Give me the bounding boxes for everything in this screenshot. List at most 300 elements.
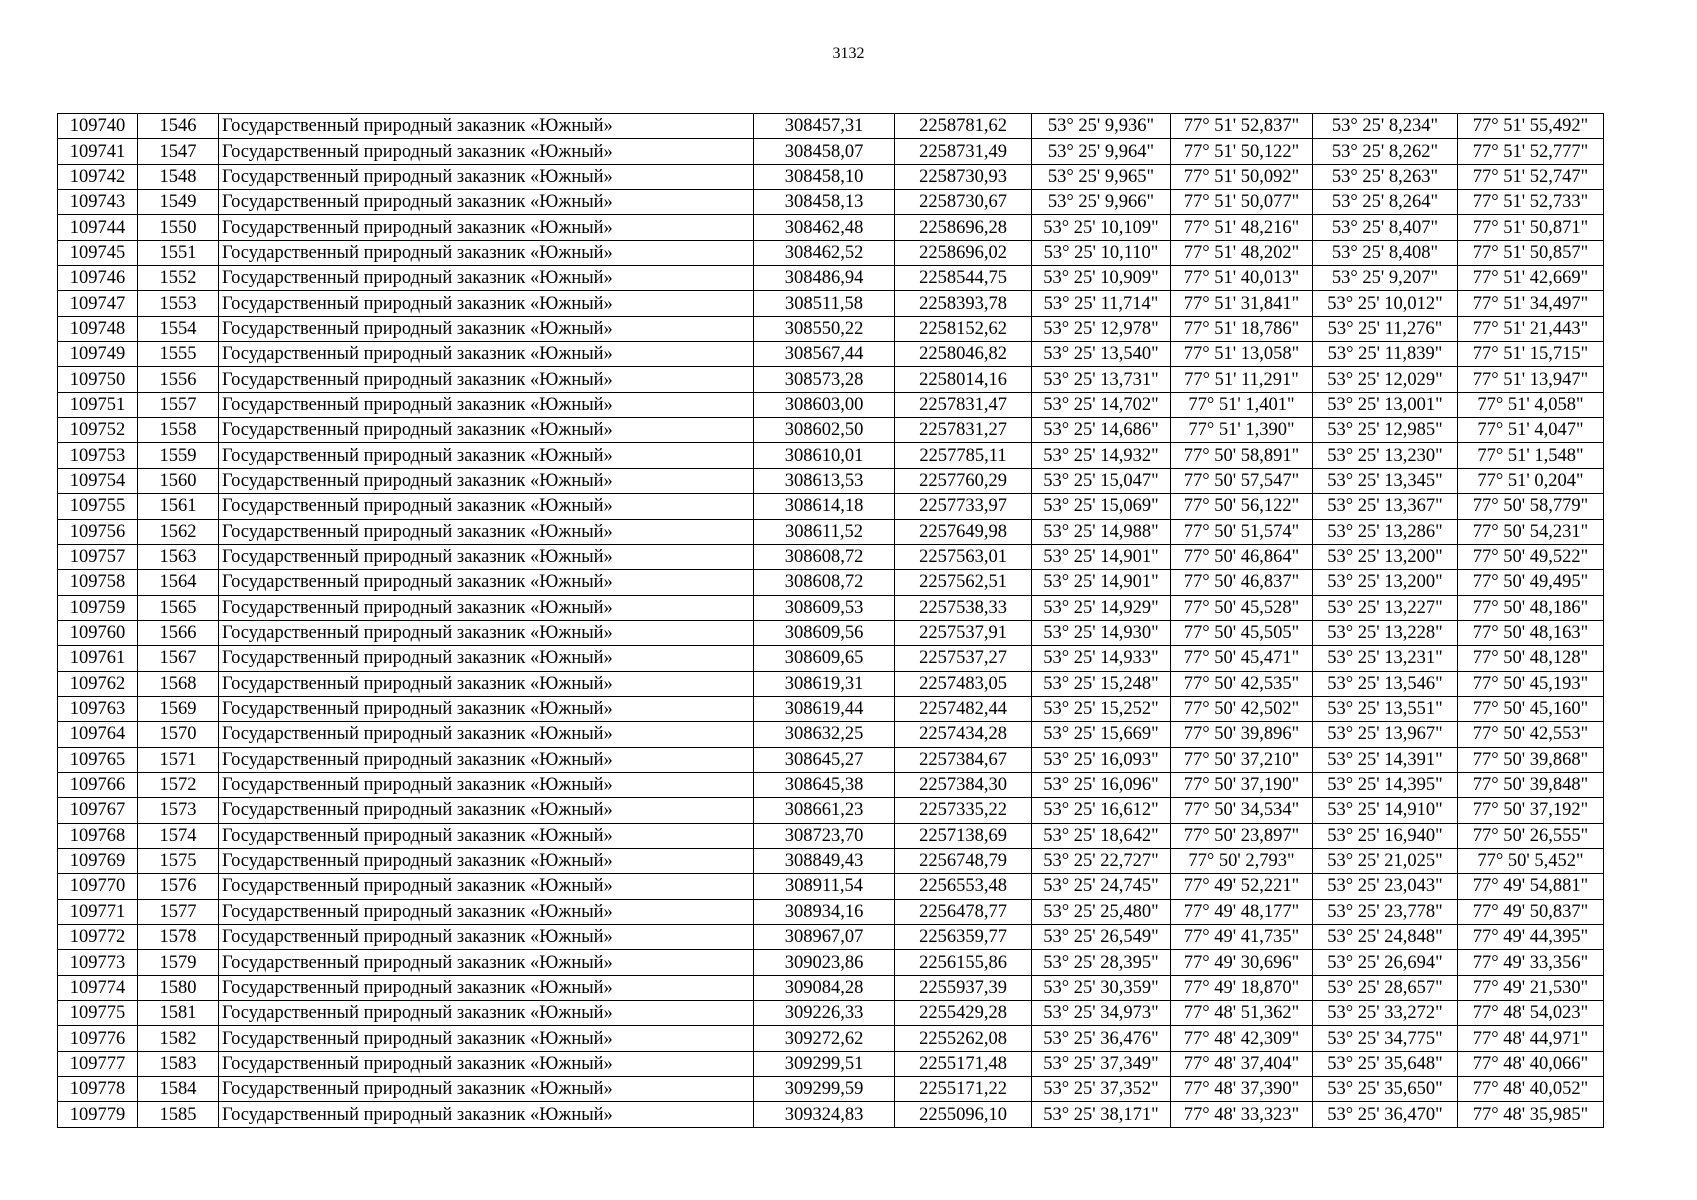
cell-lat1: 53° 25' 26,549" <box>1032 925 1171 950</box>
cell-lat1: 53° 25' 30,359" <box>1032 975 1171 1000</box>
cell-point: 1551 <box>138 240 219 265</box>
cell-x: 308911,54 <box>754 874 895 899</box>
cell-y: 2257733,97 <box>895 494 1032 519</box>
cell-name: Государственный природный заказник «Южный» <box>219 595 754 620</box>
cell-lon2: 77° 50' 45,160" <box>1458 696 1604 721</box>
cell-lat1: 53° 25' 15,252" <box>1032 696 1171 721</box>
cell-y: 2257138,69 <box>895 823 1032 848</box>
cell-lon1: 77° 51' 31,841" <box>1171 291 1313 316</box>
cell-id: 109773 <box>58 950 138 975</box>
cell-name: Государственный природный заказник «Южный» <box>219 316 754 341</box>
cell-lon2: 77° 50' 37,192" <box>1458 798 1604 823</box>
cell-point: 1546 <box>138 114 219 139</box>
cell-id: 109765 <box>58 747 138 772</box>
cell-lon2: 77° 50' 42,553" <box>1458 722 1604 747</box>
cell-point: 1557 <box>138 392 219 417</box>
cell-id: 109753 <box>58 443 138 468</box>
cell-lon1: 77° 50' 2,793" <box>1171 848 1313 873</box>
cell-y: 2258046,82 <box>895 342 1032 367</box>
cell-id: 109759 <box>58 595 138 620</box>
cell-lat1: 53° 25' 11,714" <box>1032 291 1171 316</box>
table-row <box>58 570 1604 595</box>
cell-lon1: 77° 50' 39,896" <box>1171 722 1313 747</box>
cell-y: 2258696,28 <box>895 215 1032 240</box>
cell-name: Государственный природный заказник «Южный» <box>219 164 754 189</box>
cell-lat2: 53° 25' 8,408" <box>1313 240 1458 265</box>
cell-name: Государственный природный заказник «Южный» <box>219 1026 754 1051</box>
cell-point: 1553 <box>138 291 219 316</box>
cell-name: Государственный природный заказник «Южный» <box>219 798 754 823</box>
cell-point: 1548 <box>138 164 219 189</box>
cell-point: 1554 <box>138 316 219 341</box>
cell-y: 2255171,22 <box>895 1077 1032 1102</box>
cell-lat1: 53° 25' 16,612" <box>1032 798 1171 823</box>
cell-lon1: 77° 50' 37,190" <box>1171 772 1313 797</box>
cell-x: 309324,83 <box>754 1102 895 1127</box>
cell-lat1: 53° 25' 38,171" <box>1032 1102 1171 1127</box>
cell-lon1: 77° 49' 52,221" <box>1171 874 1313 899</box>
cell-name: Государственный природный заказник «Южный» <box>219 646 754 671</box>
cell-lat1: 53° 25' 14,930" <box>1032 620 1171 645</box>
cell-lat2: 53° 25' 34,775" <box>1313 1026 1458 1051</box>
cell-x: 308609,53 <box>754 595 895 620</box>
cell-lon1: 77° 50' 42,535" <box>1171 671 1313 696</box>
cell-y: 2256748,79 <box>895 848 1032 873</box>
cell-lat1: 53° 25' 10,109" <box>1032 215 1171 240</box>
table-row <box>58 240 1604 265</box>
cell-point: 1562 <box>138 519 219 544</box>
cell-lat1: 53° 25' 16,096" <box>1032 772 1171 797</box>
cell-lon2: 77° 49' 54,881" <box>1458 874 1604 899</box>
cell-lon1: 77° 49' 30,696" <box>1171 950 1313 975</box>
cell-id: 109742 <box>58 164 138 189</box>
cell-point: 1576 <box>138 874 219 899</box>
cell-lat1: 53° 25' 16,093" <box>1032 747 1171 772</box>
table-row <box>58 342 1604 367</box>
cell-lon2: 77° 49' 44,395" <box>1458 925 1604 950</box>
cell-name: Государственный природный заказник «Южный» <box>219 190 754 215</box>
cell-id: 109755 <box>58 494 138 519</box>
cell-lon1: 77° 50' 58,891" <box>1171 443 1313 468</box>
cell-point: 1560 <box>138 468 219 493</box>
table-row <box>58 671 1604 696</box>
table-row <box>58 114 1604 139</box>
cell-point: 1582 <box>138 1026 219 1051</box>
cell-lon1: 77° 51' 50,092" <box>1171 164 1313 189</box>
cell-id: 109760 <box>58 620 138 645</box>
cell-lon2: 77° 48' 40,066" <box>1458 1051 1604 1076</box>
cell-lon2: 77° 50' 54,231" <box>1458 519 1604 544</box>
cell-point: 1585 <box>138 1102 219 1127</box>
cell-x: 308723,70 <box>754 823 895 848</box>
cell-point: 1561 <box>138 494 219 519</box>
cell-x: 308602,50 <box>754 418 895 443</box>
cell-id: 109749 <box>58 342 138 367</box>
cell-x: 309023,86 <box>754 950 895 975</box>
cell-name: Государственный природный заказник «Южный» <box>219 418 754 443</box>
cell-x: 308613,53 <box>754 468 895 493</box>
cell-name: Государственный природный заказник «Южный» <box>219 570 754 595</box>
table-row <box>58 1102 1604 1127</box>
table-row <box>58 190 1604 215</box>
cell-y: 2258393,78 <box>895 291 1032 316</box>
table-row <box>58 722 1604 747</box>
cell-lon1: 77° 50' 45,505" <box>1171 620 1313 645</box>
table-row <box>58 1051 1604 1076</box>
cell-point: 1580 <box>138 975 219 1000</box>
cell-point: 1565 <box>138 595 219 620</box>
cell-lat2: 53° 25' 10,012" <box>1313 291 1458 316</box>
cell-lat2: 53° 25' 13,228" <box>1313 620 1458 645</box>
cell-lat1: 53° 25' 13,540" <box>1032 342 1171 367</box>
cell-lon1: 77° 48' 51,362" <box>1171 1001 1313 1026</box>
cell-lat1: 53° 25' 36,476" <box>1032 1026 1171 1051</box>
table-row <box>58 266 1604 291</box>
cell-id: 109770 <box>58 874 138 899</box>
cell-x: 309084,28 <box>754 975 895 1000</box>
cell-id: 109775 <box>58 1001 138 1026</box>
cell-x: 309299,59 <box>754 1077 895 1102</box>
cell-y: 2257831,47 <box>895 392 1032 417</box>
cell-x: 308458,07 <box>754 139 895 164</box>
cell-name: Государственный природный заказник «Южный» <box>219 468 754 493</box>
cell-name: Государственный природный заказник «Южный» <box>219 114 754 139</box>
cell-lat2: 53° 25' 28,657" <box>1313 975 1458 1000</box>
cell-lat2: 53° 25' 36,470" <box>1313 1102 1458 1127</box>
cell-id: 109740 <box>58 114 138 139</box>
cell-y: 2258730,67 <box>895 190 1032 215</box>
cell-lat2: 53° 25' 35,648" <box>1313 1051 1458 1076</box>
cell-x: 308610,01 <box>754 443 895 468</box>
cell-lat2: 53° 25' 13,200" <box>1313 570 1458 595</box>
cell-lat2: 53° 25' 14,910" <box>1313 798 1458 823</box>
cell-y: 2257538,33 <box>895 595 1032 620</box>
cell-x: 308849,43 <box>754 848 895 873</box>
table-row <box>58 747 1604 772</box>
cell-lat2: 53° 25' 35,650" <box>1313 1077 1458 1102</box>
cell-lon1: 77° 51' 18,786" <box>1171 316 1313 341</box>
cell-y: 2255429,28 <box>895 1001 1032 1026</box>
cell-lat2: 53° 25' 23,043" <box>1313 874 1458 899</box>
cell-y: 2258544,75 <box>895 266 1032 291</box>
table-body <box>58 114 1604 1128</box>
cell-lat1: 53° 25' 15,069" <box>1032 494 1171 519</box>
cell-lat2: 53° 25' 13,551" <box>1313 696 1458 721</box>
table-row <box>58 316 1604 341</box>
cell-id: 109746 <box>58 266 138 291</box>
cell-name: Государственный природный заказник «Южный» <box>219 367 754 392</box>
cell-name: Государственный природный заказник «Южный» <box>219 342 754 367</box>
cell-x: 308486,94 <box>754 266 895 291</box>
table-row <box>58 899 1604 924</box>
cell-x: 308619,31 <box>754 671 895 696</box>
cell-id: 109743 <box>58 190 138 215</box>
cell-point: 1584 <box>138 1077 219 1102</box>
cell-lat2: 53° 25' 9,207" <box>1313 266 1458 291</box>
cell-lat1: 53° 25' 14,901" <box>1032 544 1171 569</box>
table-row <box>58 215 1604 240</box>
cell-id: 109745 <box>58 240 138 265</box>
cell-x: 308567,44 <box>754 342 895 367</box>
table-row <box>58 975 1604 1000</box>
cell-lon1: 77° 51' 48,216" <box>1171 215 1313 240</box>
cell-lat1: 53° 25' 13,731" <box>1032 367 1171 392</box>
cell-y: 2257384,30 <box>895 772 1032 797</box>
cell-lon1: 77° 50' 37,210" <box>1171 747 1313 772</box>
cell-lat1: 53° 25' 9,964" <box>1032 139 1171 164</box>
cell-id: 109777 <box>58 1051 138 1076</box>
cell-name: Государственный природный заказник «Южный» <box>219 747 754 772</box>
cell-lon2: 77° 51' 21,443" <box>1458 316 1604 341</box>
cell-x: 309226,33 <box>754 1001 895 1026</box>
cell-lat2: 53° 25' 24,848" <box>1313 925 1458 950</box>
cell-x: 308608,72 <box>754 544 895 569</box>
cell-y: 2258781,62 <box>895 114 1032 139</box>
cell-lat2: 53° 25' 13,230" <box>1313 443 1458 468</box>
cell-lat2: 53° 25' 13,200" <box>1313 544 1458 569</box>
cell-id: 109756 <box>58 519 138 544</box>
cell-lat1: 53° 25' 14,988" <box>1032 519 1171 544</box>
table-row <box>58 798 1604 823</box>
cell-y: 2257335,22 <box>895 798 1032 823</box>
cell-name: Государственный природный заказник «Южный» <box>219 266 754 291</box>
cell-y: 2257483,05 <box>895 671 1032 696</box>
cell-point: 1573 <box>138 798 219 823</box>
cell-y: 2255096,10 <box>895 1102 1032 1127</box>
cell-id: 109751 <box>58 392 138 417</box>
cell-name: Государственный природный заказник «Южный» <box>219 1051 754 1076</box>
cell-lon1: 77° 51' 50,077" <box>1171 190 1313 215</box>
page-number: 3132 <box>832 45 865 62</box>
cell-lon1: 77° 50' 46,837" <box>1171 570 1313 595</box>
cell-point: 1568 <box>138 671 219 696</box>
cell-x: 308457,31 <box>754 114 895 139</box>
cell-lon2: 77° 49' 21,530" <box>1458 975 1604 1000</box>
cell-name: Государственный природный заказник «Южный» <box>219 772 754 797</box>
cell-lon2: 77° 51' 0,204" <box>1458 468 1604 493</box>
cell-id: 109766 <box>58 772 138 797</box>
cell-id: 109774 <box>58 975 138 1000</box>
cell-lat2: 53° 25' 21,025" <box>1313 848 1458 873</box>
cell-point: 1570 <box>138 722 219 747</box>
cell-point: 1572 <box>138 772 219 797</box>
cell-point: 1556 <box>138 367 219 392</box>
cell-y: 2257562,51 <box>895 570 1032 595</box>
cell-name: Государственный природный заказник «Южный» <box>219 722 754 747</box>
cell-x: 308608,72 <box>754 570 895 595</box>
cell-lon2: 77° 50' 45,193" <box>1458 671 1604 696</box>
cell-x: 308458,10 <box>754 164 895 189</box>
cell-lat1: 53° 25' 14,929" <box>1032 595 1171 620</box>
cell-name: Государственный природный заказник «Южный» <box>219 950 754 975</box>
cell-name: Государственный природный заказник «Южный» <box>219 443 754 468</box>
cell-x: 308462,48 <box>754 215 895 240</box>
table-row <box>58 696 1604 721</box>
cell-id: 109747 <box>58 291 138 316</box>
cell-lat1: 53° 25' 22,727" <box>1032 848 1171 873</box>
cell-lon2: 77° 49' 33,356" <box>1458 950 1604 975</box>
cell-lon1: 77° 49' 18,870" <box>1171 975 1313 1000</box>
cell-lon2: 77° 50' 48,163" <box>1458 620 1604 645</box>
cell-y: 2255171,48 <box>895 1051 1032 1076</box>
cell-lat1: 53° 25' 24,745" <box>1032 874 1171 899</box>
cell-lat2: 53° 25' 16,940" <box>1313 823 1458 848</box>
cell-x: 308611,52 <box>754 519 895 544</box>
cell-lat2: 53° 25' 13,345" <box>1313 468 1458 493</box>
cell-lat2: 53° 25' 13,546" <box>1313 671 1458 696</box>
cell-id: 109752 <box>58 418 138 443</box>
cell-name: Государственный природный заказник «Южный» <box>219 291 754 316</box>
table-row <box>58 874 1604 899</box>
cell-x: 308603,00 <box>754 392 895 417</box>
cell-lat1: 53° 25' 10,110" <box>1032 240 1171 265</box>
cell-id: 109758 <box>58 570 138 595</box>
cell-id: 109768 <box>58 823 138 848</box>
cell-name: Государственный природный заказник «Южный» <box>219 494 754 519</box>
cell-name: Государственный природный заказник «Южный» <box>219 392 754 417</box>
cell-lat1: 53° 25' 25,480" <box>1032 899 1171 924</box>
table-row <box>58 925 1604 950</box>
cell-name: Государственный природный заказник «Южный» <box>219 874 754 899</box>
cell-lon2: 77° 49' 50,837" <box>1458 899 1604 924</box>
cell-id: 109741 <box>58 139 138 164</box>
cell-point: 1567 <box>138 646 219 671</box>
table-row <box>58 823 1604 848</box>
cell-y: 2256155,86 <box>895 950 1032 975</box>
cell-y: 2257785,11 <box>895 443 1032 468</box>
cell-y: 2257434,28 <box>895 722 1032 747</box>
cell-lat1: 53° 25' 14,932" <box>1032 443 1171 468</box>
cell-lat1: 53° 25' 14,933" <box>1032 646 1171 671</box>
cell-lon2: 77° 51' 50,857" <box>1458 240 1604 265</box>
table-row <box>58 950 1604 975</box>
cell-lon1: 77° 50' 57,547" <box>1171 468 1313 493</box>
cell-name: Государственный природный заказник «Южный» <box>219 975 754 1000</box>
cell-lon1: 77° 51' 40,013" <box>1171 266 1313 291</box>
cell-lon2: 77° 50' 26,555" <box>1458 823 1604 848</box>
table-row <box>58 468 1604 493</box>
cell-lon1: 77° 50' 34,534" <box>1171 798 1313 823</box>
cell-name: Государственный природный заказник «Южный» <box>219 139 754 164</box>
cell-lon2: 77° 50' 39,868" <box>1458 747 1604 772</box>
cell-x: 308511,58 <box>754 291 895 316</box>
cell-point: 1550 <box>138 215 219 240</box>
cell-y: 2258696,02 <box>895 240 1032 265</box>
cell-name: Государственный природный заказник «Южный» <box>219 544 754 569</box>
cell-lon2: 77° 50' 49,522" <box>1458 544 1604 569</box>
table-row <box>58 392 1604 417</box>
cell-name: Государственный природный заказник «Южный» <box>219 823 754 848</box>
cell-lon2: 77° 51' 52,747" <box>1458 164 1604 189</box>
cell-lon2: 77° 48' 54,023" <box>1458 1001 1604 1026</box>
cell-point: 1549 <box>138 190 219 215</box>
cell-id: 109761 <box>58 646 138 671</box>
table-row <box>58 367 1604 392</box>
cell-lon1: 77° 50' 45,471" <box>1171 646 1313 671</box>
table-row <box>58 1026 1604 1051</box>
cell-x: 308550,22 <box>754 316 895 341</box>
cell-lon1: 77° 51' 52,837" <box>1171 114 1313 139</box>
cell-lat2: 53° 25' 13,231" <box>1313 646 1458 671</box>
table-row <box>58 291 1604 316</box>
cell-id: 109754 <box>58 468 138 493</box>
cell-lon2: 77° 51' 52,733" <box>1458 190 1604 215</box>
cell-id: 109762 <box>58 671 138 696</box>
cell-point: 1583 <box>138 1051 219 1076</box>
cell-lat1: 53° 25' 15,248" <box>1032 671 1171 696</box>
table-row <box>58 544 1604 569</box>
cell-lon2: 77° 50' 48,128" <box>1458 646 1604 671</box>
cell-name: Государственный природный заказник «Южный» <box>219 620 754 645</box>
cell-lon1: 77° 50' 46,864" <box>1171 544 1313 569</box>
table-row <box>58 1001 1604 1026</box>
cell-x: 308609,56 <box>754 620 895 645</box>
cell-id: 109776 <box>58 1026 138 1051</box>
cell-lat1: 53° 25' 18,642" <box>1032 823 1171 848</box>
cell-lat2: 53° 25' 13,286" <box>1313 519 1458 544</box>
cell-name: Государственный природный заказник «Южный» <box>219 925 754 950</box>
cell-lat2: 53° 25' 14,391" <box>1313 747 1458 772</box>
cell-lon1: 77° 48' 37,404" <box>1171 1051 1313 1076</box>
cell-lon1: 77° 48' 37,390" <box>1171 1077 1313 1102</box>
cell-lat2: 53° 25' 8,264" <box>1313 190 1458 215</box>
cell-point: 1575 <box>138 848 219 873</box>
cell-lat2: 53° 25' 13,227" <box>1313 595 1458 620</box>
table-row <box>58 443 1604 468</box>
cell-lat1: 53° 25' 34,973" <box>1032 1001 1171 1026</box>
cell-lon1: 77° 48' 33,323" <box>1171 1102 1313 1127</box>
coordinates-table <box>57 113 1604 1128</box>
cell-y: 2257760,29 <box>895 468 1032 493</box>
cell-lon2: 77° 51' 4,047" <box>1458 418 1604 443</box>
cell-lon1: 77° 51' 13,058" <box>1171 342 1313 367</box>
cell-point: 1577 <box>138 899 219 924</box>
cell-point: 1571 <box>138 747 219 772</box>
cell-lon2: 77° 50' 39,848" <box>1458 772 1604 797</box>
cell-lon2: 77° 51' 4,058" <box>1458 392 1604 417</box>
cell-x: 308934,16 <box>754 899 895 924</box>
cell-y: 2256359,77 <box>895 925 1032 950</box>
cell-lon2: 77° 51' 42,669" <box>1458 266 1604 291</box>
cell-lat2: 53° 25' 8,407" <box>1313 215 1458 240</box>
cell-lon2: 77° 50' 49,495" <box>1458 570 1604 595</box>
cell-lat1: 53° 25' 14,702" <box>1032 392 1171 417</box>
cell-lon1: 77° 50' 42,502" <box>1171 696 1313 721</box>
cell-y: 2257563,01 <box>895 544 1032 569</box>
cell-id: 109763 <box>58 696 138 721</box>
cell-name: Государственный природный заказник «Южный» <box>219 1077 754 1102</box>
cell-point: 1552 <box>138 266 219 291</box>
cell-lon1: 77° 49' 48,177" <box>1171 899 1313 924</box>
cell-y: 2257649,98 <box>895 519 1032 544</box>
cell-lon2: 77° 48' 44,971" <box>1458 1026 1604 1051</box>
cell-lon1: 77° 50' 56,122" <box>1171 494 1313 519</box>
cell-lat2: 53° 25' 13,367" <box>1313 494 1458 519</box>
cell-lon1: 77° 51' 11,291" <box>1171 367 1313 392</box>
cell-name: Государственный природный заказник «Южный» <box>219 240 754 265</box>
cell-name: Государственный природный заказник «Южный» <box>219 696 754 721</box>
cell-lon2: 77° 50' 48,186" <box>1458 595 1604 620</box>
cell-point: 1559 <box>138 443 219 468</box>
cell-lon2: 77° 48' 40,052" <box>1458 1077 1604 1102</box>
cell-id: 109750 <box>58 367 138 392</box>
cell-id: 109769 <box>58 848 138 873</box>
cell-x: 309299,51 <box>754 1051 895 1076</box>
cell-lon2: 77° 51' 55,492" <box>1458 114 1604 139</box>
cell-name: Государственный природный заказник «Южный» <box>219 519 754 544</box>
cell-x: 308645,38 <box>754 772 895 797</box>
cell-lat1: 53° 25' 9,965" <box>1032 164 1171 189</box>
